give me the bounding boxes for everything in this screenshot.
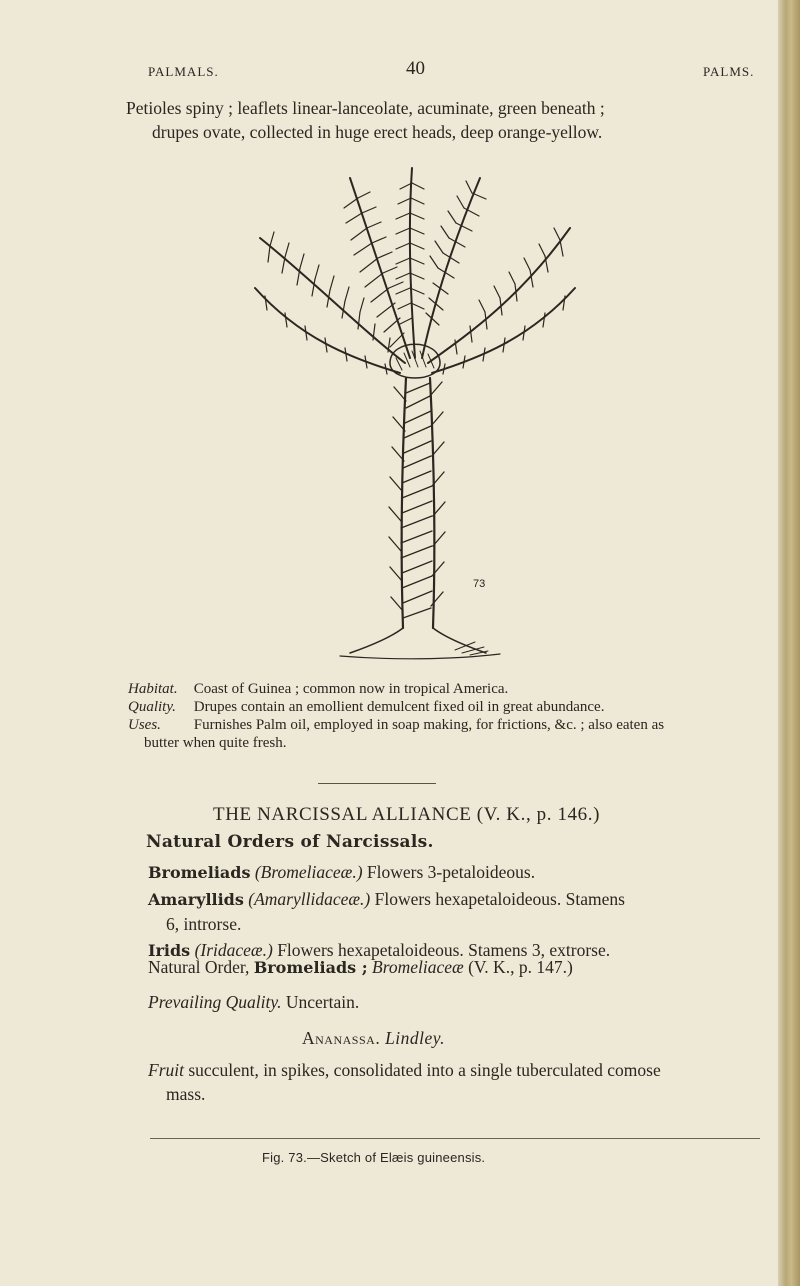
natural-order-name: Bromeliads ; <box>253 958 368 977</box>
list-item <box>148 860 788 885</box>
natural-order-prefix: Natural Order, <box>148 957 250 977</box>
fruit-term: Fruit <box>148 1060 184 1080</box>
order-name: Irids <box>148 941 191 960</box>
order-name: Bromeliads <box>148 863 251 882</box>
order-latin: (Amaryllidaceæ.) <box>248 889 371 909</box>
habitat-note <box>128 680 778 698</box>
figure-number: 73 <box>473 578 486 590</box>
habitat-term: Habitat. <box>128 681 178 697</box>
figure-caption: Fig. 73.—Sketch of Elæis guineensis. <box>262 1150 486 1165</box>
genus-name: Ananassa. <box>302 1028 381 1048</box>
natural-order-ref: (V. K., p. 147.) <box>468 957 573 977</box>
palm-drawing <box>240 158 590 678</box>
prevailing-quality-line <box>148 990 788 1014</box>
list-item <box>148 887 788 936</box>
natural-order-line <box>148 955 788 980</box>
natural-orders-list <box>148 860 788 965</box>
running-head-right: PALMS. <box>703 64 755 79</box>
genus-heading <box>148 1026 788 1050</box>
order-details <box>148 955 788 1106</box>
palm-illustration <box>240 158 590 678</box>
order-description: Flowers 3-petaloideous. <box>366 862 536 882</box>
caption-rule <box>150 1138 760 1139</box>
quality-note <box>128 698 778 716</box>
intro-paragraph <box>126 96 776 144</box>
natural-order-latin: Bromeliaceæ <box>372 957 464 977</box>
genus-authority: Lindley. <box>385 1028 445 1048</box>
running-head <box>148 58 768 82</box>
running-head-left: PALMALS. <box>148 64 219 79</box>
order-description: Flowers hexapetaloideous. Stamens <box>374 889 625 909</box>
intro-line-2: drupes ovate, collected in huge erect heads, deep orange-yellow. <box>152 122 603 142</box>
natural-orders-heading: Natural Orders of Narcissals. <box>146 832 434 852</box>
page-number: 40 <box>406 58 425 79</box>
order-latin: (Bromeliaceæ.) <box>254 862 363 882</box>
quality-text: Drupes contain an emollient demulcent fixed oil in great abundance. <box>193 699 605 715</box>
intro-line-1: Petioles spiny ; leaflets linear-lanceolate, acuminate, green beneath ; <box>126 98 605 118</box>
fruit-continuation: mass. <box>166 1084 206 1104</box>
order-continuation: 6, introrse. <box>166 914 242 934</box>
uses-note <box>128 716 778 734</box>
alliance-heading: THE NARCISSAL ALLIANCE (V. K., p. 146.) <box>213 804 601 825</box>
prevailing-quality-term: Prevailing Quality. <box>148 992 282 1012</box>
order-name: Amaryllids <box>148 890 244 909</box>
uses-text: Furnishes Palm oil, employed in soap making, for frictions, &c. ; also eaten as <box>193 717 665 733</box>
section-rule <box>318 783 436 784</box>
uses-term: Uses. <box>128 717 161 733</box>
habitat-text: Coast of Guinea ; common now in tropical America. <box>193 681 509 697</box>
order-latin: (Iridaceæ.) <box>194 940 273 960</box>
fruit-text: succulent, in spikes, consolidated into a single tuberculated comose <box>188 1060 661 1080</box>
prevailing-quality-value: Uncertain. <box>285 992 360 1012</box>
uses-continuation: butter when quite fresh. <box>144 735 287 751</box>
order-description: Flowers hexapetaloideous. Stamens 3, extrorse. <box>277 940 611 960</box>
quality-term: Quality. <box>128 699 176 715</box>
fruit-description <box>148 1058 788 1106</box>
species-notes <box>128 680 778 752</box>
